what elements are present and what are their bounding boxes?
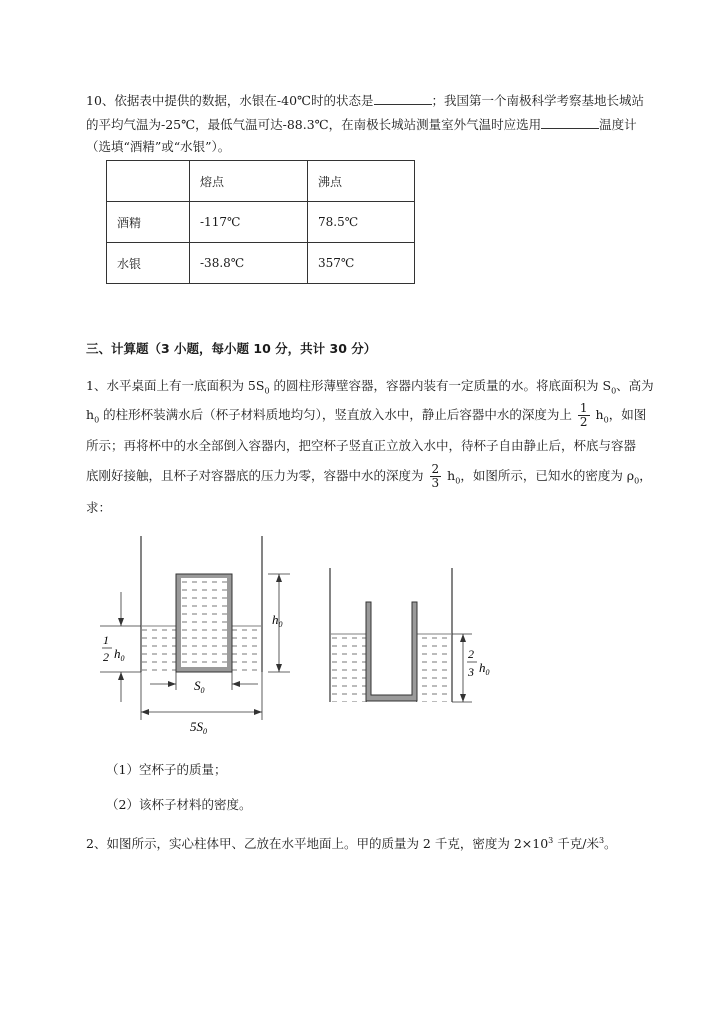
- table-row: [107, 202, 415, 243]
- container-water: [142, 626, 177, 672]
- q2-line: [86, 833, 617, 852]
- table-row: [107, 243, 415, 284]
- sub-question-1: （1）空杯子的质量；: [106, 762, 227, 777]
- q1-line-1: [86, 378, 654, 400]
- table-cell: -38.8℃: [190, 243, 308, 284]
- five-s0-label: $5S_0$: [190, 719, 207, 736]
- empty-cup: [366, 602, 417, 701]
- table-header-cell: 沸点: [308, 161, 415, 202]
- fraction-two-thirds: [430, 463, 442, 490]
- two-thirds-h0-label: $h_0$: [479, 660, 490, 677]
- q2-text: 2、如图所示，实心柱体甲、乙放在水平地面上。甲的质量为 2 千克，密度为 2×10: [86, 836, 549, 852]
- q1-text: 、高为: [616, 378, 654, 393]
- q1-text: 1、水平桌面上有一底面积为 5S: [86, 378, 265, 393]
- q1-text: h: [595, 407, 604, 422]
- q1-sub: 0: [634, 476, 640, 486]
- section-title: 三、计算题（3 小题，每小题 10 分，共计 30 分）: [86, 341, 377, 356]
- q1-text: h: [86, 407, 95, 422]
- q10-text-1b: ；我国第一个南极科学考察基地长城站: [431, 93, 645, 108]
- q1-text: 的柱形杯装满水后（杯子材料质地均匀），竖直放入水中，静止后容器中水的深度为上: [99, 407, 572, 422]
- q1-text: ，如图所示，已知水的密度为 ρ: [460, 468, 635, 483]
- frac-den: 3: [431, 476, 440, 490]
- q1-line-4: [86, 460, 652, 492]
- physics-figure: [0, 530, 720, 750]
- two-thirds-num: 2: [468, 647, 474, 661]
- right-figure: [330, 568, 490, 702]
- q10-blank-1[interactable]: [374, 92, 432, 105]
- q10-text-3: （选填“酒精”或“水银”）。: [86, 139, 231, 154]
- q1-sub: 0: [455, 476, 461, 486]
- q10-text-2b: 温度计: [599, 117, 637, 132]
- table-header-cell: [107, 161, 190, 202]
- container-water-right: [331, 634, 367, 702]
- q10-text-2a: 的平均气温为-25℃，最低气温可达-88.3℃，在南极长城站测量室外气温时应选用: [86, 117, 542, 132]
- q2-sup: 3: [548, 836, 554, 845]
- table-cell: -117℃: [190, 202, 308, 243]
- table-cell: 78.5℃: [308, 202, 415, 243]
- q1-text: 求：: [86, 500, 112, 515]
- q2-sup: 3: [598, 836, 605, 845]
- q1-line-2: [86, 400, 646, 430]
- table-header-row: [107, 161, 415, 202]
- cup-water: [181, 578, 227, 667]
- q1-line-3: [86, 438, 636, 454]
- table-cell: 水银: [107, 243, 190, 284]
- q1-sub: 0: [611, 386, 617, 396]
- data-table: [106, 160, 415, 284]
- q1-text: 所示；再将杯中的水全部倒入容器内，把空杯子竖直正立放入水中，待杯子自由静止后，杯底与容器: [86, 438, 637, 453]
- q1-text: 底刚好接触，且杯子对容器底的压力为零，容器中水的深度为: [86, 468, 424, 483]
- q1-text: 的圆柱形薄壁容器，容器内装有一定质量的水。将底面积为 S: [269, 378, 612, 393]
- q1-sub: 0: [264, 386, 270, 396]
- frac-num: 2: [431, 462, 440, 476]
- q2-text: 千克/米: [553, 836, 599, 852]
- q2-text: 。: [604, 836, 617, 852]
- half-h0-label: $h_0$: [114, 646, 125, 663]
- h0-label: $h_0$: [272, 612, 283, 629]
- q10-blank-2[interactable]: [541, 116, 599, 129]
- table-cell: 357℃: [308, 243, 415, 284]
- q1-line-5: [86, 500, 111, 516]
- q1-text: ，: [639, 468, 652, 483]
- half-den: 2: [103, 650, 109, 664]
- q1-sub: 0: [603, 415, 609, 425]
- half-num: 1: [103, 633, 109, 647]
- q10-line-2: [86, 116, 637, 133]
- table-cell: 酒精: [107, 202, 190, 243]
- two-thirds-den: 3: [468, 665, 474, 679]
- container-water-right: [416, 634, 451, 702]
- frac-num: 1: [579, 401, 588, 415]
- q1-text: ，如图: [608, 407, 647, 422]
- table-header-cell: 熔点: [190, 161, 308, 202]
- container-water: [231, 626, 261, 672]
- q1-text: h: [447, 468, 456, 483]
- q10-text-1a: 10、依据表中提供的数据，水银在-40℃时的状态是: [86, 93, 374, 108]
- q1-sub: 0: [94, 415, 100, 425]
- s0-label: $S_0$: [194, 678, 205, 695]
- left-figure: [100, 536, 290, 736]
- frac-den: 2: [579, 415, 588, 429]
- q10-line-1: [86, 92, 644, 109]
- sub-question-2: （2）该杯子材料的密度。: [106, 797, 252, 812]
- fraction-half: [578, 402, 590, 429]
- q10-line-3: [86, 139, 230, 155]
